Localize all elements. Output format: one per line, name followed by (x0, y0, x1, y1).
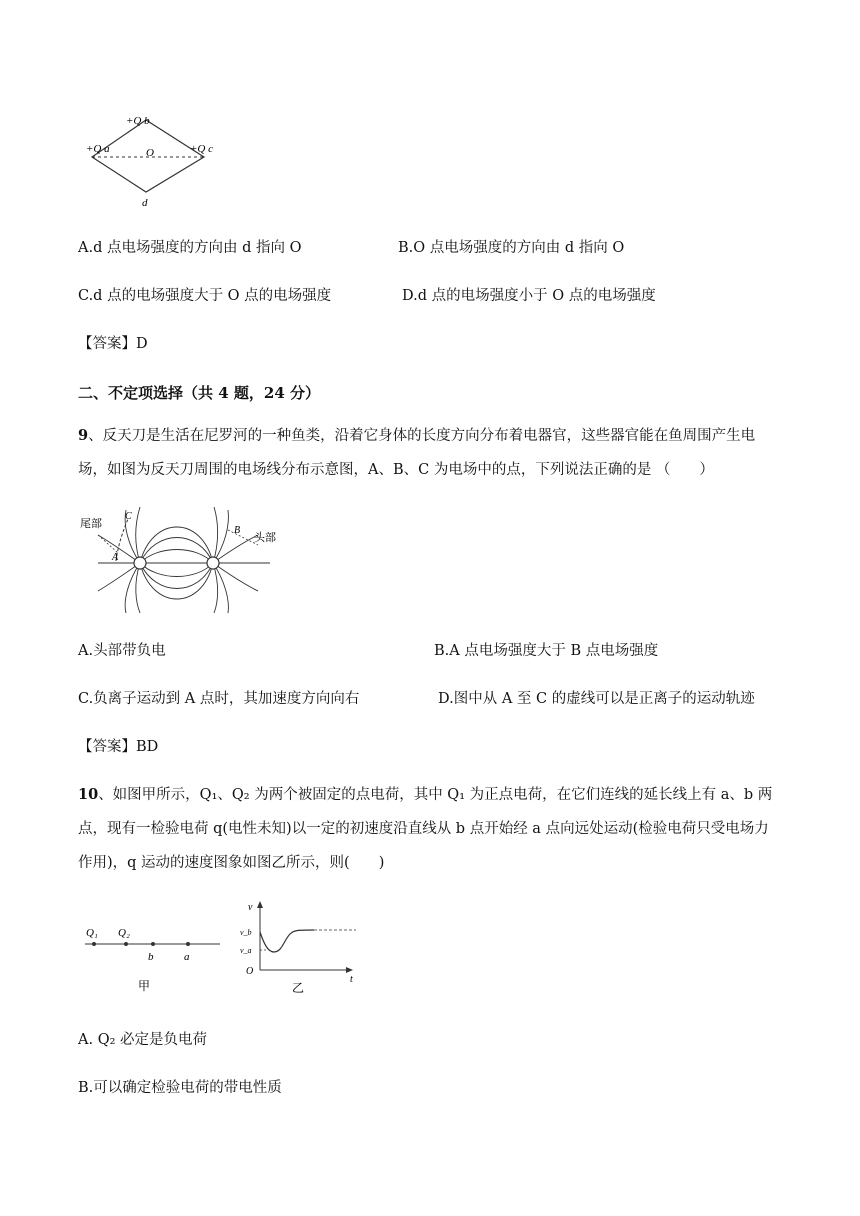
a-point (186, 942, 190, 946)
q8-answer: 【答案】D (78, 336, 148, 352)
label-a: +Q a (86, 143, 110, 155)
label-b: +Q b (126, 115, 150, 127)
v-axis-label: v (248, 902, 253, 913)
label-o: O (146, 147, 154, 159)
q8-option-b: B.O 点电场强度的方向由 d 指向 O (398, 240, 625, 256)
q9-stem (78, 419, 788, 487)
velocity-curve (260, 930, 314, 952)
q9-field-lines-figure (78, 505, 288, 615)
q10-option-b: B.可以确定检验电荷的带电性质 (78, 1080, 282, 1096)
origin-label: O (246, 966, 254, 977)
q2-point (124, 942, 128, 946)
head-charge (207, 557, 219, 569)
point-c-label: C (125, 511, 132, 522)
yi-caption: 乙 (292, 981, 305, 995)
q8-option-d: D.d 点的电场强度小于 O 点的电场强度 (402, 288, 656, 304)
q10-stem-line3: 作用)，q 运动的速度图象如图乙所示，则( ) (78, 855, 385, 871)
tail-label: 尾部 (80, 518, 102, 530)
q2-label: Q₂ (118, 927, 130, 939)
q9-option-c: C.负离子运动到 A 点时，其加速度方向向右 (78, 691, 360, 707)
vb-label: v_b (240, 928, 252, 937)
q9-answer: 【答案】BD (78, 739, 159, 755)
q9-stem-line1: 、反天刀是生活在尼罗河的一种鱼类，沿着它身体的长度方向分布着电器官，这些器官能在鱼周围产生电 (88, 428, 756, 444)
jia-caption: 甲 (138, 979, 151, 993)
section-title: 二、不定项选择（共 4 题，24 分） (78, 384, 320, 402)
q10-number: 10 (78, 786, 99, 803)
q8-option-c: C.d 点的电场强度大于 O 点的电场强度 (78, 288, 332, 304)
q9-option-d: D.图中从 A 至 C 的虚线可以是正离子的运动轨迹 (438, 691, 755, 707)
field-lines (98, 507, 258, 613)
b-point (151, 942, 155, 946)
q9-number: 9 (78, 427, 89, 444)
q1-point (92, 942, 96, 946)
head-label: 头部 (254, 532, 276, 544)
t-axis-label: t (350, 974, 353, 985)
q10-figure-jia (80, 918, 225, 998)
q10-stem (78, 778, 788, 880)
label-c: +Q c (190, 143, 213, 155)
tail-charge (134, 557, 146, 569)
q8-option-a: A.d 点电场强度的方向由 d 指向 O (78, 240, 302, 256)
q9-stem-line2: 场，如图为反天刀周围的电场线分布示意图，A、B、C 为电场中的点，下列说法正确的是 （ ） (78, 462, 714, 478)
b-label: b (148, 951, 154, 963)
point-a-label: A (112, 552, 119, 563)
q10-option-a: A. Q₂ 必定是负电荷 (78, 1032, 207, 1048)
q1-label: Q₁ (86, 927, 98, 939)
a-label: a (184, 951, 190, 963)
q9-option-b: B.A 点电场强度大于 B 点电场强度 (434, 643, 659, 659)
q9-option-a: A.头部带负电 (78, 643, 166, 659)
q10-figure-yi (228, 898, 368, 998)
q10-stem-line1: 、如图甲所示，Q₁、Q₂ 为两个被固定的点电荷，其中 Q₁ 为正点电荷，在它们连线的延长线上有 a、b 两 (98, 787, 773, 803)
q8-rhombus-figure (84, 110, 224, 210)
point-b-label: B (234, 525, 241, 536)
q10-stem-line2: 点，现有一检验电荷 q(电性未知)以一定的初速度沿直线从 b 点开始经 a 点向远处运动(检验电荷只受电场力 (78, 821, 769, 837)
label-d: d (142, 197, 148, 209)
va-label: v_a (240, 946, 252, 955)
